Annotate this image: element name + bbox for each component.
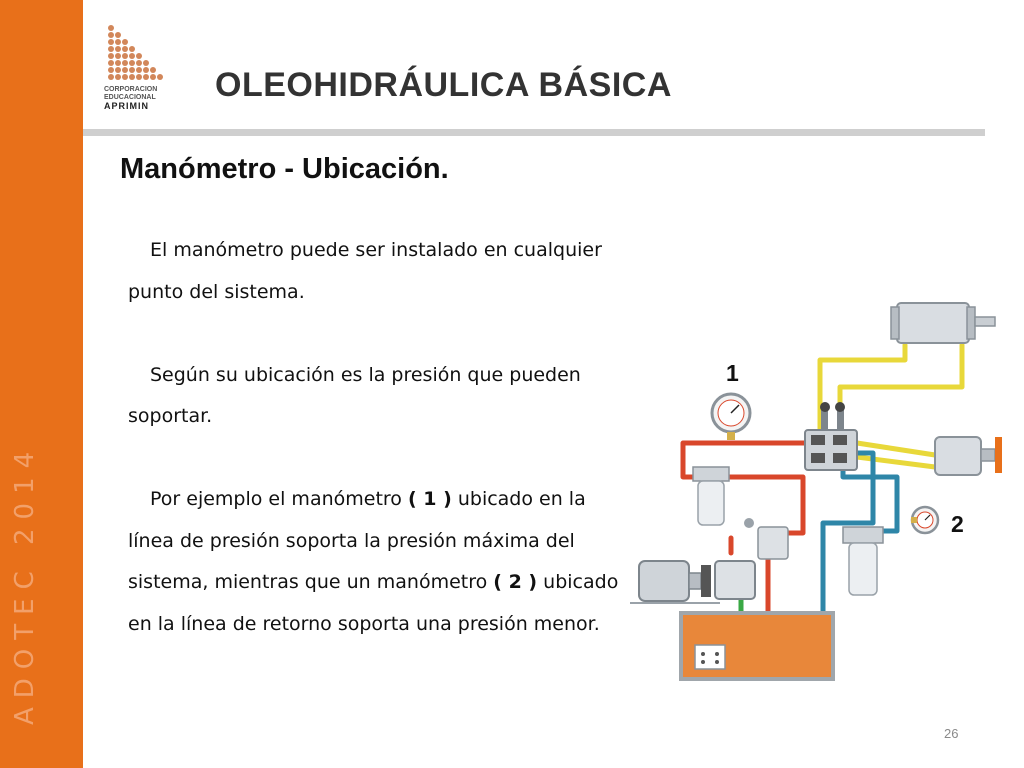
gauge-1-reference: ( 1 )	[407, 488, 452, 510]
oil-tank-icon	[681, 613, 833, 679]
pressure-filter-icon	[693, 467, 729, 525]
gauge-2-reference: ( 2 )	[493, 571, 538, 593]
paragraph-2	[128, 355, 628, 438]
logo-line-2: EDUCACIONAL	[104, 94, 156, 101]
paragraph-2-text: Según su ubicación es la presión que pueden soportar.	[128, 363, 581, 427]
paragraph-1	[128, 230, 628, 313]
hydraulic-circuit-diagram	[625, 295, 1005, 690]
hydraulic-pump-icon	[701, 561, 755, 599]
sidebar-vertical-text: ADOTEC 2014	[10, 442, 40, 725]
paragraph-3-part-2: ubicado en la línea de presión soporta la presión máxima del sistema, mientras que un manómetro	[128, 488, 586, 593]
page-number: 26	[944, 726, 959, 741]
directional-valve-icon	[805, 402, 857, 470]
paragraph-1-text: El manómetro puede ser instalado en cualquier punto del sistema.	[128, 239, 602, 303]
header-divider	[83, 129, 985, 136]
slide-title: Manómetro - Ubicación.	[120, 153, 449, 185]
hydraulic-motor-icon	[935, 437, 1002, 475]
relief-valve-icon	[744, 518, 788, 559]
gauge-2-label: 2	[951, 511, 964, 537]
hydraulic-cylinder-icon	[891, 303, 995, 343]
pressure-gauge-2-icon	[911, 507, 938, 533]
sidebar	[0, 0, 83, 768]
header-title: OLEOHIDRÁULICA BÁSICA	[215, 66, 672, 104]
body-text	[128, 230, 628, 645]
gauge-1-label: 1	[726, 360, 739, 386]
logo-line-1: CORPORACION	[104, 86, 158, 93]
pressure-gauge-1-icon	[712, 394, 750, 440]
paragraph-3	[128, 479, 628, 645]
logo-text	[104, 86, 174, 110]
paragraph-3-part-1: Por ejemplo el manómetro	[150, 488, 408, 510]
paragraph-3-part-3: ubicado en la línea de retorno soporta una presión menor.	[128, 571, 619, 635]
logo-brand: APRIMIN	[104, 101, 149, 111]
return-filter-icon	[843, 527, 883, 595]
motor-line-b	[857, 457, 935, 467]
